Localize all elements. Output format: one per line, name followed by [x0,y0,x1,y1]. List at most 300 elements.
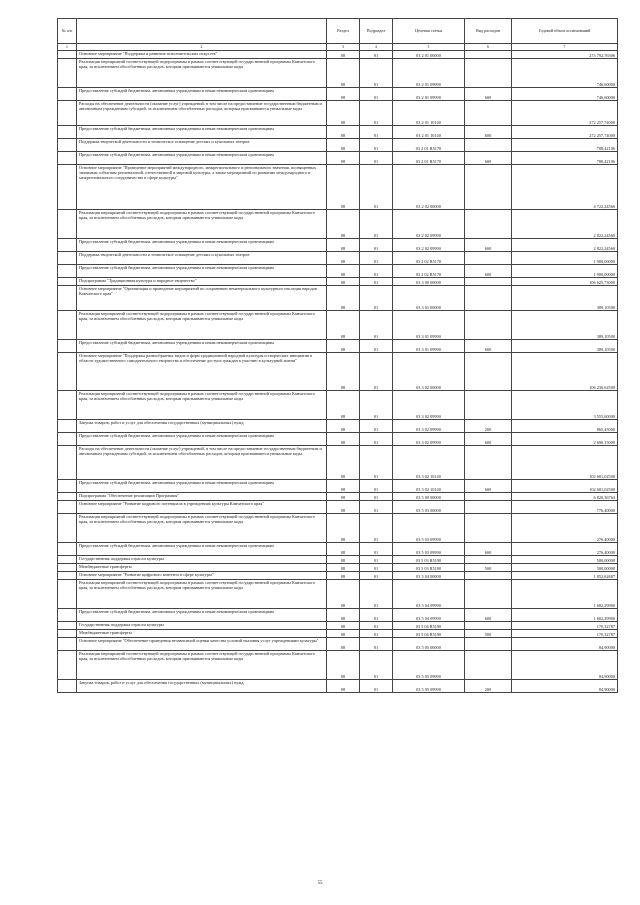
row-podrazdel-cell: 01 [360,543,393,556]
row-amount-cell: 102 681,02500 [512,446,618,480]
row-razdel-cell: 08 [327,311,360,340]
table-row [58,564,618,572]
row-name-cell: Расходы на обеспечение деятельности (оказание услуг) учреждений, в том числе на предоставление государственным бюджетным и автономным учреждениям субсидий, за исключением обособленных расходов, которым присваиваются уникальные коды [77,446,327,480]
row-razdel-cell: 08 [327,564,360,572]
row-amount-cell: 273 792,76306 [512,51,618,59]
row-name-cell: Реализация мероприятий соответствующей подпрограммы в рамках соответствующей государственной программы Камчатского края, за исключением обособленных расходов, которым присваиваются уникальные коды [77,651,327,680]
table-row [58,556,618,564]
header-name [77,19,327,44]
row-name-cell: Основное мероприятие "Развитие кадрового потенциала в учреждениях культуры Камчатского края" [77,501,327,514]
row-amount-cell: 3 555,60000 [512,391,618,420]
row-target-article-cell: 03 5 03 09990 [393,514,465,543]
row-podrazdel-cell: 01 [360,340,393,353]
row-target-article-cell: 03 3 02 09990 [393,420,465,433]
row-number-cell [58,210,77,239]
row-number-cell [58,622,77,630]
table-row [58,353,618,391]
row-expense-type-cell: 500 [465,630,512,638]
row-podrazdel-cell: 01 [360,210,393,239]
column-number: 3 [327,44,360,51]
row-target-article-cell: 03 2 01 09990 [393,59,465,88]
row-amount-cell: 276,40000 [512,543,618,556]
row-target-article-cell: 03 2 01 10140 [393,101,465,126]
row-number-cell [58,630,77,638]
row-target-article-cell: 03 5 04 09990 [393,580,465,609]
table-row [58,265,618,278]
row-podrazdel-cell: 01 [360,556,393,564]
table-row [58,391,618,420]
row-target-article-cell: 03 3 02 10140 [393,446,465,480]
row-target-article-cell: 03 5 04 R5190 [393,622,465,630]
row-target-article-cell: 03 5 03 00000 [393,501,465,514]
row-expense-type-cell [465,353,512,391]
row-number-cell [58,340,77,353]
row-expense-type-cell: 600 [465,543,512,556]
row-podrazdel-cell: 01 [360,630,393,638]
table-row [58,88,618,101]
row-amount-cell: 389,10500 [512,311,618,340]
row-target-article-cell: 03 2 01 09990 [393,88,465,101]
row-name-cell: Предоставление субсидий бюджетным, автономным учреждениям и иным некоммерческим организациям [77,433,327,446]
row-expense-type-cell [465,572,512,580]
row-expense-type-cell [465,638,512,651]
row-name-cell: Закупка товаров, работ и услуг для обеспечения государственных (муниципальных) нужд [77,420,327,433]
row-number-cell [58,493,77,501]
row-razdel-cell: 08 [327,265,360,278]
row-number-cell [58,580,77,609]
row-podrazdel-cell: 01 [360,353,393,391]
row-target-article-cell: 03 3 02 09990 [393,433,465,446]
row-number-cell [58,311,77,340]
row-razdel-cell: 08 [327,252,360,265]
row-podrazdel-cell: 01 [360,165,393,210]
row-razdel-cell: 08 [327,101,360,126]
row-amount-cell: 788,42106 [512,152,618,165]
table-row [58,572,618,580]
row-podrazdel-cell: 01 [360,572,393,580]
row-expense-type-cell [465,446,512,480]
page-number: 55 [317,881,323,886]
row-expense-type-cell: 200 [465,680,512,693]
row-name-cell: Государственная поддержка отрасли культуры [77,556,327,564]
row-target-article-cell: 03 2 02 09990 [393,210,465,239]
header-podrazdel: Подраздел [360,19,393,44]
row-target-article-cell: 03 5 05 09990 [393,680,465,693]
row-name-cell: Основное мероприятие "Проведение мероприятий международного, межрегионального и регионального значения, посвященных значимым событиям региональной, отечественной и мировой культуры, а также мероприятий по развитию международного и межрегионального сотрудничества в сфере культуры" [77,165,327,210]
table-row [58,543,618,556]
row-podrazdel-cell: 01 [360,278,393,286]
column-number: 5 [393,44,465,51]
row-target-article-cell: 03 5 04 09990 [393,609,465,622]
row-podrazdel-cell: 01 [360,252,393,265]
row-expense-type-cell [465,391,512,420]
row-razdel-cell: 08 [327,286,360,311]
row-name-cell: Основное мероприятие "Развитие цифрового контента в сфере культуры" [77,572,327,580]
row-name-cell: Расходы на обеспечение деятельности (оказание услуг) учреждений, в том числе на предоставление государственным бюджетным и автономным учреждениям субсидий, за исключением обособленных расходов, которым присваиваются уникальные коды [77,101,327,126]
row-amount-cell: 2 690,15000 [512,433,618,446]
row-number-cell [58,433,77,446]
row-target-article-cell: 03 2 01 R5170 [393,152,465,165]
row-amount-cell: 2 822,24560 [512,210,618,239]
row-target-article-cell: 03 5 04 R5190 [393,630,465,638]
row-expense-type-cell: 600 [465,265,512,278]
table-row [58,651,618,680]
table-row [58,501,618,514]
row-name-cell: Предоставление субсидий бюджетным, автономным учреждениям и иным некоммерческим организациям [77,265,327,278]
row-razdel-cell: 08 [327,680,360,693]
row-razdel-cell: 08 [327,501,360,514]
row-number-cell [58,252,77,265]
row-expense-type-cell [465,493,512,501]
row-podrazdel-cell: 01 [360,564,393,572]
row-podrazdel-cell: 01 [360,622,393,630]
row-razdel-cell: 08 [327,556,360,564]
row-razdel-cell: 08 [327,353,360,391]
row-expense-type-cell [465,580,512,609]
row-name-cell: Реализация мероприятий соответствующей подпрограммы в рамках соответствующей государственной программы Камчатского края, за исключением обособленных расходов, которым присваиваются уникальные коды [77,514,327,543]
row-amount-cell: 170,32787 [512,622,618,630]
row-amount-cell: 1 900,00000 [512,252,618,265]
row-podrazdel-cell: 01 [360,286,393,311]
row-name-cell: Подпрограмма "Традиционная культура и народное творчество" [77,278,327,286]
row-amount-cell: 389,10500 [512,340,618,353]
header-expense-type: Вид расходов [465,19,512,44]
row-name-cell: Реализация мероприятий соответствующей подпрограммы в рамках соответствующей государственной программы Камчатского края, за исключением обособленных расходов, которым присваиваются уникальные коды [77,59,327,88]
row-expense-type-cell [465,165,512,210]
row-number-cell [58,651,77,680]
row-name-cell: Основное мероприятие "Организация и проведение мероприятий по сохранению нематериального культурного наследия народов Камчатского края" [77,286,327,311]
header-target-article: Целевая статья [393,19,465,44]
row-podrazdel-cell: 01 [360,126,393,139]
row-name-cell: Поддержка творческой деятельности и техническое оснащение детских и кукольных театров [77,252,327,265]
row-name-cell: Основное мероприятие "Поддержка разнообразных видов и форм традиционной народной культуры и творческих инициатив в области художественного самодеятельного творчества и обеспечение доступа граждан к участию в культурной жизни" [77,353,327,391]
row-amount-cell: 4 722,24560 [512,165,618,210]
row-number-cell [58,420,77,433]
row-razdel-cell: 08 [327,165,360,210]
row-number-cell [58,514,77,543]
row-name-cell: Реализация мероприятий соответствующей подпрограммы в рамках соответствующей государственной программы Камчатского края, за исключением обособленных расходов, которым присваиваются уникальные коды [77,391,327,420]
table-row [58,580,618,609]
row-amount-cell: 2 822,24560 [512,239,618,252]
budget-table [57,18,618,693]
table-row [58,420,618,433]
row-number-cell [58,101,77,126]
row-razdel-cell: 08 [327,152,360,165]
row-expense-type-cell [465,651,512,680]
row-razdel-cell: 08 [327,480,360,493]
row-number-cell [58,680,77,693]
row-name-cell: Предоставление субсидий бюджетным, автономным учреждениям и иным некоммерческим организациям [77,609,327,622]
row-amount-cell: 1 900,00000 [512,265,618,278]
row-number-cell [58,239,77,252]
row-amount-cell: 389,10500 [512,286,618,311]
row-razdel-cell: 08 [327,572,360,580]
table-row [58,638,618,651]
row-podrazdel-cell: 01 [360,311,393,340]
row-target-article-cell: 03 3 01 09990 [393,311,465,340]
row-amount-cell: 276,40000 [512,514,618,543]
table-row [58,311,618,340]
table-row [58,165,618,210]
row-podrazdel-cell: 01 [360,609,393,622]
row-razdel-cell: 08 [327,59,360,88]
row-expense-type-cell [465,514,512,543]
row-expense-type-cell [465,278,512,286]
row-number-cell [58,59,77,88]
row-number-cell [58,446,77,480]
table-row [58,680,618,693]
row-name-cell: Межбюджетные трансферты [77,564,327,572]
row-name-cell: Поддержка творческой деятельности и техническое оснащение детских и кукольных театров [77,139,327,152]
row-expense-type-cell [465,501,512,514]
table-row [58,609,618,622]
row-number-cell [58,391,77,420]
row-amount-cell: 746,60000 [512,88,618,101]
table-row [58,51,618,59]
row-razdel-cell: 08 [327,638,360,651]
row-name-cell: Закупка товаров, работ и услуг для обеспечения государственных (муниципальных) нужд [77,680,327,693]
row-target-article-cell: 03 2 01 00000 [393,51,465,59]
row-razdel-cell: 08 [327,139,360,152]
row-expense-type-cell: 600 [465,433,512,446]
row-amount-cell: 1 682,29900 [512,609,618,622]
table-row [58,252,618,265]
row-expense-type-cell: 200 [465,420,512,433]
row-podrazdel-cell: 01 [360,101,393,126]
row-target-article-cell: 03 3 01 00000 [393,286,465,311]
row-expense-type-cell: 600 [465,239,512,252]
row-amount-cell: 6 820,36764 [512,493,618,501]
row-razdel-cell: 08 [327,391,360,420]
row-name-cell: Реализация мероприятий соответствующей подпрограммы в рамках соответствующей государственной программы Камчатского края, за исключением обособленных расходов, которым присваиваются уникальные коды [77,311,327,340]
row-expense-type-cell: 500 [465,564,512,572]
row-target-article-cell: 03 5 00 00000 [393,493,465,501]
row-razdel-cell: 08 [327,340,360,353]
row-name-cell: Предоставление субсидий бюджетным, автономным учреждениям и иным некоммерческим организациям [77,480,327,493]
row-expense-type-cell [465,311,512,340]
row-number-cell [58,286,77,311]
table-row [58,622,618,630]
row-razdel-cell: 08 [327,514,360,543]
row-podrazdel-cell: 01 [360,493,393,501]
row-amount-cell: 788,42106 [512,139,618,152]
row-expense-type-cell [465,59,512,88]
row-amount-cell: 1 852,62687 [512,572,618,580]
row-target-article-cell: 03 2 02 00000 [393,165,465,210]
column-number: 7 [512,44,618,51]
row-razdel-cell: 08 [327,239,360,252]
row-razdel-cell: 08 [327,622,360,630]
row-expense-type-cell: 600 [465,340,512,353]
table-body [58,51,618,693]
row-amount-cell: 84,90000 [512,638,618,651]
table-row [58,239,618,252]
row-name-cell: Межбюджетные трансферты [77,630,327,638]
row-razdel-cell: 08 [327,493,360,501]
row-podrazdel-cell: 01 [360,638,393,651]
table-row [58,126,618,139]
row-name-cell: Предоставление субсидий бюджетным, автономным учреждениям и иным некоммерческим организациям [77,152,327,165]
row-podrazdel-cell: 01 [360,501,393,514]
row-razdel-cell: 08 [327,580,360,609]
row-target-article-cell: 03 3 02 00000 [393,353,465,391]
row-expense-type-cell: 600 [465,126,512,139]
row-amount-cell: 84,90000 [512,680,618,693]
row-podrazdel-cell: 01 [360,580,393,609]
column-number: 6 [465,44,512,51]
row-number-cell [58,638,77,651]
row-number-cell [58,609,77,622]
table-row [58,514,618,543]
row-name-cell: Предоставление субсидий бюджетным, автономным учреждениям и иным некоммерческим организациям [77,126,327,139]
row-target-article-cell: 03 5 05 00000 [393,638,465,651]
row-expense-type-cell [465,622,512,630]
row-podrazdel-cell: 01 [360,59,393,88]
row-target-article-cell: 03 5 03 R5190 [393,564,465,572]
row-podrazdel-cell: 01 [360,446,393,480]
table-row [58,480,618,493]
row-expense-type-cell [465,252,512,265]
row-amount-cell: 102 681,02500 [512,480,618,493]
table-row [58,210,618,239]
row-name-cell: Предоставление субсидий бюджетным, автономным учреждениям и иным некоммерческим организациям [77,239,327,252]
row-razdel-cell: 08 [327,446,360,480]
row-amount-cell: 1 682,29900 [512,580,618,609]
row-podrazdel-cell: 01 [360,152,393,165]
row-razdel-cell: 08 [327,651,360,680]
header-num: № п/п [58,19,77,44]
row-number-cell [58,480,77,493]
row-razdel-cell: 08 [327,278,360,286]
row-razdel-cell: 08 [327,88,360,101]
row-amount-cell: 106 625,73000 [512,278,618,286]
row-target-article-cell: 03 3 00 00000 [393,278,465,286]
row-number-cell [58,278,77,286]
row-number-cell [58,165,77,210]
table-row [58,101,618,126]
row-razdel-cell: 08 [327,609,360,622]
row-expense-type-cell [465,51,512,59]
row-expense-type-cell [465,139,512,152]
row-target-article-cell: 03 5 03 R5190 [393,556,465,564]
row-name-cell: Реализация мероприятий соответствующей подпрограммы в рамках соответствующей государственной программы Камчатского края, за исключением обособленных расходов, которым присваиваются уникальные коды [77,210,327,239]
row-amount-cell: 106 236,62500 [512,353,618,391]
row-number-cell [58,543,77,556]
row-number-cell [58,88,77,101]
row-podrazdel-cell: 01 [360,420,393,433]
row-target-article-cell: 03 3 02 10140 [393,480,465,493]
row-number-cell [58,152,77,165]
row-amount-cell: 500,00000 [512,556,618,564]
row-podrazdel-cell: 01 [360,391,393,420]
row-amount-cell: 84,90000 [512,651,618,680]
row-amount-cell: 865,45000 [512,420,618,433]
row-amount-cell: 170,32787 [512,630,618,638]
table-row [58,433,618,446]
row-podrazdel-cell: 01 [360,433,393,446]
row-name-cell: Предоставление субсидий бюджетным, автономным учреждениям и иным некоммерческим организациям [77,340,327,353]
row-name-cell: Реализация мероприятий соответствующей подпрограммы в рамках соответствующей государственной программы Камчатского края, за исключением обособленных расходов, которым присваиваются уникальные коды [77,580,327,609]
row-amount-cell: 746,60000 [512,59,618,88]
row-podrazdel-cell: 01 [360,514,393,543]
table-row [58,493,618,501]
row-name-cell: Подпрограмма "Обеспечение реализации Программы" [77,493,327,501]
row-expense-type-cell: 600 [465,88,512,101]
row-name-cell: Основное мероприятие "Поддержка и развитие исполнительских искусств" [77,51,327,59]
row-amount-cell: 272 257,74000 [512,101,618,126]
row-target-article-cell: 03 5 04 00000 [393,572,465,580]
row-expense-type-cell [465,556,512,564]
row-amount-cell: 500,00000 [512,564,618,572]
table-row [58,340,618,353]
row-expense-type-cell [465,101,512,126]
row-razdel-cell: 08 [327,51,360,59]
table-row [58,139,618,152]
row-podrazdel-cell: 01 [360,51,393,59]
row-podrazdel-cell: 01 [360,139,393,152]
header-annual-amount: Годовой объем ассигнований [512,19,618,44]
row-number-cell [58,501,77,514]
row-number-cell [58,126,77,139]
row-razdel-cell: 08 [327,433,360,446]
row-target-article-cell: 03 5 05 09990 [393,651,465,680]
row-number-cell [58,564,77,572]
row-name-cell: Государственная поддержка отрасли культуры [77,622,327,630]
row-target-article-cell: 03 3 02 09990 [393,391,465,420]
row-razdel-cell: 08 [327,126,360,139]
row-target-article-cell: 03 2 01 10140 [393,126,465,139]
row-target-article-cell: 03 3 01 09990 [393,340,465,353]
row-name-cell: Предоставление субсидий бюджетным, автономным учреждениям и иным некоммерческим организациям [77,88,327,101]
column-number: 4 [360,44,393,51]
row-podrazdel-cell: 01 [360,680,393,693]
column-number-row [58,44,618,51]
row-expense-type-cell: 600 [465,609,512,622]
row-expense-type-cell: 600 [465,480,512,493]
row-podrazdel-cell: 01 [360,480,393,493]
row-number-cell [58,139,77,152]
row-name-cell: Основное мероприятие "Обеспечение проведения независимой оценки качества условий оказания услуг учреждениями культуры" [77,638,327,651]
row-razdel-cell: 08 [327,543,360,556]
table-row [58,152,618,165]
table-row [58,630,618,638]
row-podrazdel-cell: 01 [360,651,393,680]
row-number-cell [58,265,77,278]
row-podrazdel-cell: 01 [360,239,393,252]
row-target-article-cell: 03 5 03 09990 [393,543,465,556]
column-number: 1 [58,44,77,51]
row-podrazdel-cell: 01 [360,88,393,101]
row-target-article-cell: 03 2 02 R5170 [393,265,465,278]
row-target-article-cell: 03 2 01 R5170 [393,139,465,152]
row-razdel-cell: 08 [327,420,360,433]
row-target-article-cell: 03 2 02 R5170 [393,252,465,265]
row-expense-type-cell [465,286,512,311]
row-number-cell [58,353,77,391]
table-row [58,286,618,311]
row-expense-type-cell: 600 [465,152,512,165]
row-target-article-cell: 03 2 02 09990 [393,239,465,252]
row-razdel-cell: 08 [327,210,360,239]
row-podrazdel-cell: 01 [360,265,393,278]
row-expense-type-cell [465,210,512,239]
row-amount-cell: 776,40000 [512,501,618,514]
column-number: 2 [77,44,327,51]
table-row [58,278,618,286]
row-number-cell [58,572,77,580]
row-razdel-cell: 08 [327,630,360,638]
table-row [58,446,618,480]
